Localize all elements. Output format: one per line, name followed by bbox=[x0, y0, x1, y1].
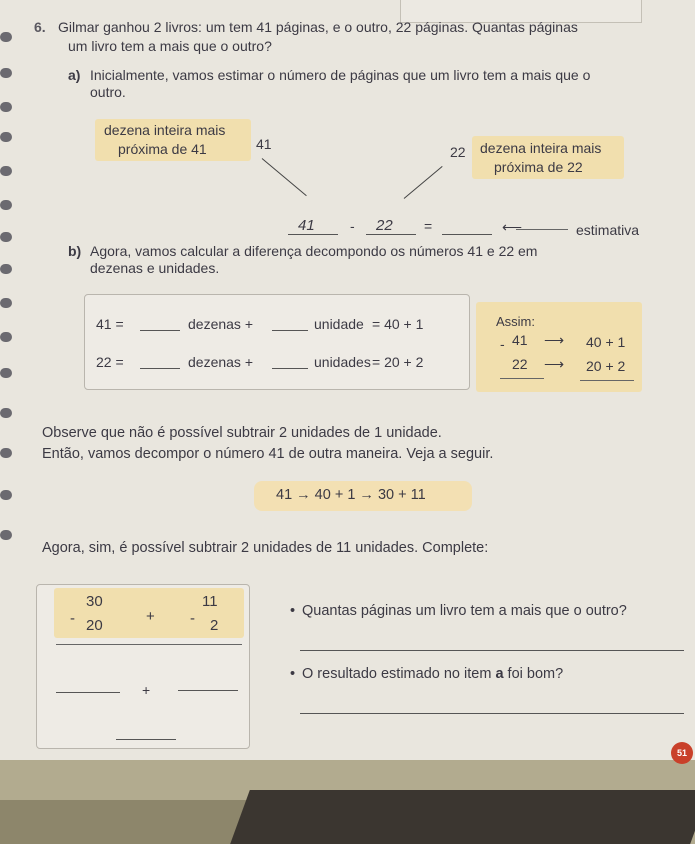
exercise-number: 6. bbox=[34, 19, 46, 35]
estimate-blank-1[interactable] bbox=[288, 234, 338, 235]
calc-answer-blank-left[interactable] bbox=[56, 692, 120, 693]
assim-minus: - bbox=[500, 336, 505, 352]
observe-line-1: Observe que não é possível subtrair 2 unidades de 1 unidade. bbox=[42, 425, 442, 441]
calc-bottom-right: 2 bbox=[210, 617, 219, 634]
estimate-fill-1: 41 bbox=[298, 217, 315, 234]
part-a-line-1: Inicialmente, vamos estimar o número de páginas que um livro tem a mais que o bbox=[90, 67, 591, 83]
minus-sign: - bbox=[350, 218, 355, 234]
estimate-fill-2: 22 bbox=[376, 217, 393, 234]
assim-arrow-1: ⟶ bbox=[544, 332, 565, 348]
part-a-label: a) bbox=[68, 67, 81, 83]
row1-units-label: unidade bbox=[314, 316, 364, 332]
assim-sum-line-2 bbox=[580, 380, 634, 381]
estimate-arrow-icon: ⟵ bbox=[502, 219, 523, 235]
question-1-answer-line[interactable] bbox=[300, 650, 684, 651]
calc-minus-right: - bbox=[190, 610, 195, 627]
row2-units-blank[interactable] bbox=[272, 368, 308, 369]
row2-tens-label: dezenas + bbox=[188, 354, 253, 370]
assim-22: 22 bbox=[512, 356, 528, 372]
calc-plus-bottom: + bbox=[142, 682, 151, 698]
observe-line-2: Então, vamos decompor o número 41 de outra maneira. Veja a seguir. bbox=[42, 446, 494, 462]
right-hint-line-2: próxima de 22 bbox=[494, 159, 583, 175]
calc-final-blank[interactable] bbox=[116, 739, 176, 740]
equals-sign: = bbox=[424, 218, 433, 234]
question-line-2: um livro tem a mais que o outro? bbox=[68, 38, 272, 54]
calc-divider bbox=[56, 644, 242, 645]
number-22: 22 bbox=[450, 144, 466, 160]
left-hint-line-1: dezena inteira mais bbox=[104, 122, 226, 138]
calc-bottom-left: 20 bbox=[86, 617, 103, 634]
estimate-arrow-shaft bbox=[516, 229, 568, 230]
page-number-badge: 51 bbox=[671, 742, 693, 764]
question-2-bold: a bbox=[495, 666, 504, 682]
row1-tens-label: dezenas + bbox=[188, 316, 253, 332]
estimate-blank-2[interactable] bbox=[366, 234, 416, 235]
right-hint-line-1: dezena inteira mais bbox=[480, 140, 602, 156]
question-1-bullet: • bbox=[290, 603, 296, 619]
left-arrow bbox=[262, 158, 307, 196]
calc-plus-top: + bbox=[146, 608, 155, 625]
assim-label: Assim: bbox=[496, 314, 535, 329]
question-1: Quantas páginas um livro tem a mais que o outro? bbox=[302, 603, 627, 619]
calc-top-left: 30 bbox=[86, 593, 103, 610]
row1-tens-blank[interactable] bbox=[140, 330, 180, 331]
calc-minus-left: - bbox=[70, 610, 75, 627]
part-b-label: b) bbox=[68, 243, 82, 259]
row2-units-label: unidades bbox=[314, 354, 371, 370]
question-2-after: foi bom? bbox=[507, 666, 564, 682]
question-2-answer-line[interactable] bbox=[300, 713, 684, 714]
estimate-label: estimativa bbox=[576, 222, 640, 238]
calc-top-right: 11 bbox=[202, 593, 218, 610]
estimate-result-blank[interactable] bbox=[442, 234, 492, 235]
right-arrow bbox=[404, 166, 443, 199]
row1-prefix: 41 = bbox=[96, 316, 124, 332]
decomposition-chain: 41 → 40 + 1 → 30 + 11 bbox=[276, 487, 426, 503]
question-2 bbox=[302, 666, 563, 682]
assim-20-2: 20 + 2 bbox=[586, 358, 626, 374]
row1-units-blank[interactable] bbox=[272, 330, 308, 331]
assim-arrow-2: ⟶ bbox=[544, 356, 565, 372]
decomposition-box bbox=[84, 294, 470, 390]
question-2-bullet: • bbox=[290, 666, 296, 682]
row2-result: = 20 + 2 bbox=[372, 354, 424, 370]
desk-shadow bbox=[0, 800, 260, 844]
part-a-line-2: outro. bbox=[90, 84, 126, 100]
part-b-line-1: Agora, vamos calcular a diferença decompondo os números 41 e 22 em bbox=[90, 243, 538, 259]
assim-40-1: 40 + 1 bbox=[586, 334, 626, 350]
assim-41: 41 bbox=[512, 332, 528, 348]
row2-tens-blank[interactable] bbox=[140, 368, 180, 369]
question-2-before: O resultado estimado no item bbox=[302, 666, 492, 682]
assim-sum-line-1 bbox=[500, 378, 544, 379]
calc-answer-blank-right[interactable] bbox=[178, 690, 238, 691]
number-41: 41 bbox=[256, 136, 272, 152]
row2-prefix: 22 = bbox=[96, 354, 124, 370]
row1-result: = 40 + 1 bbox=[372, 316, 424, 332]
left-hint-line-2: próxima de 41 bbox=[118, 141, 207, 157]
observe-line-3: Agora, sim, é possível subtrair 2 unidades de 11 unidades. Complete: bbox=[42, 540, 489, 556]
book-edge bbox=[230, 790, 695, 844]
spiral-binding bbox=[0, 20, 14, 740]
question-line-1: Gilmar ganhou 2 livros: um tem 41 páginas, e o outro, 22 páginas. Quantas páginas bbox=[58, 19, 578, 35]
part-b-line-2: dezenas e unidades. bbox=[90, 260, 220, 276]
